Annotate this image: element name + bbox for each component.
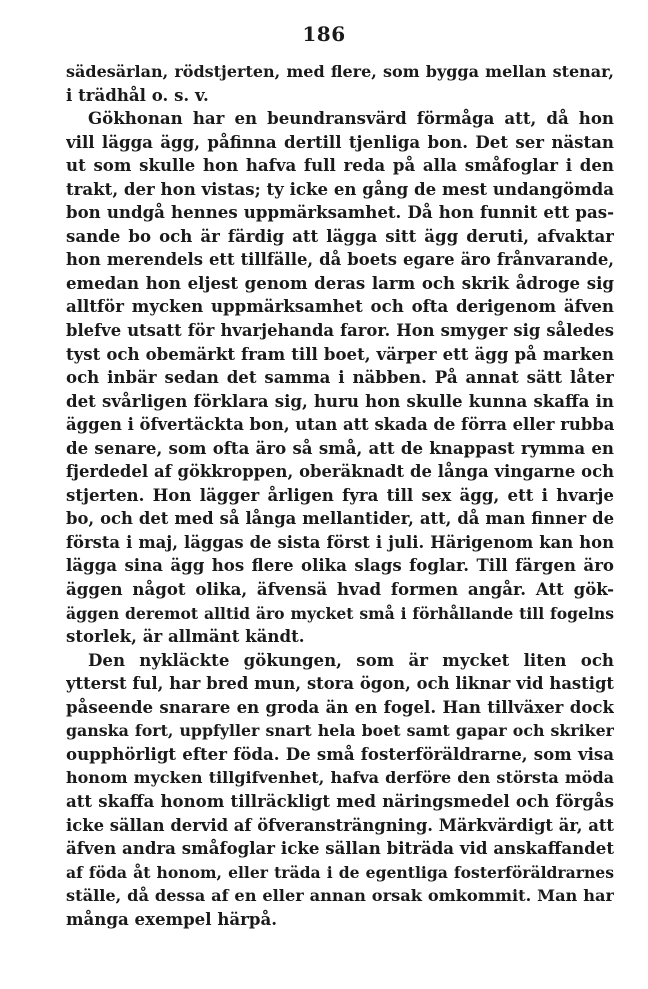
text-line: oupphörligt efter föda. De små fosterföräldrarne, som visa [66,743,614,764]
text-line: Gökhonan har en beundransvärd förmåga att, då hon [88,108,614,129]
text-line: Den nykläckte gökungen, som är mycket liten och [88,649,614,670]
text-line: honom mycken tillgifvenhet, hafva derföre den största möda [66,768,614,788]
text-line: vill lägga ägg, påfinna dertill tjenliga bon. Det ser nästan [66,131,614,152]
text-line: stjerten. Hon lägger årligen fyra till sex ägg, ett i hvarje [66,484,614,505]
text-line: bon undgå hennes uppmärksamhet. Då hon funnit ett pas- [66,202,614,223]
text-line: många exempel härpå. [66,908,278,929]
text-line: trakt, der hon vistas; ty icke en gång de mest undangömda [66,178,614,199]
text-line: fjerdedel af gökkroppen, oberäknadt de långa vingarne och [66,462,614,482]
text-line: storlek, är allmänt kändt. [66,626,305,647]
text-line: ganska fort, uppfyller snart hela boet samt gapar och skriker [66,721,614,741]
text-line: tyst och obemärkt fram till boet, värper ett ägg på marken [66,343,614,364]
text-line: hon merendels ett tillfälle, då boets egare äro frånvarande, [66,250,614,270]
text-line: alltför mycken uppmärksamhet och ofta derigenom äfven [66,296,614,317]
text-line: icke sällan dervid af öfveransträngning. Märkvärdigt är, att [66,815,614,835]
text-line: äggen något olika, äfvensä hvad formen angår. Att gök- [66,579,614,600]
text-line: och inbär sedan det samma i näbben. På annat sätt låter [66,367,614,388]
text-line: emedan hon eljest genom deras larm och skrik ådroge sig [66,272,614,293]
text-line: sädesärlan, rödstjerten, med flere, som bygga mellan stenar, [66,62,614,81]
page-number: 186 [302,22,346,46]
text-line: det svårligen förklara sig, huru hon skulle kunna skaffa in [66,390,614,411]
text-line: sande bo och är färdig att lägga sitt ägg deruti, afvaktar [66,225,614,246]
text-line: bo, och det med så långa mellantider, att, då man finner de [66,509,614,529]
text-line: af föda åt honom, eller träda i de egentliga fosterföräldrarnes [66,862,614,882]
text-line: ytterst ful, har bred mun, stora ögon, och liknar vid hastigt [66,674,614,694]
body-text [66,60,614,931]
text-line: äggen i öfvertäckta bon, utan att skada de förra eller rubba [66,415,614,435]
text-line: ställe, då dessa af en eller annan orsak omkommit. Man har [66,886,614,906]
text-line: de senare, som ofta äro så små, att de knappast rymma en [66,437,614,458]
text-line: ut som skulle hon hafva full reda på alla småfoglar i den [66,155,614,176]
text-line: i trädhål o. s. v. [66,84,209,105]
text-line: blefve utsatt för hvarjehanda faror. Hon smyger sig således [66,321,614,341]
text-line: äfven andra småfoglar icke sällan biträda vid anskaffandet [66,838,614,859]
text-line: lägga sina ägg hos flere olika slags foglar. Till färgen äro [66,555,614,576]
text-line: första i maj, läggas de sista först i juli. Härigenom kan hon [66,532,614,552]
text-line: påseende snarare en groda än en fogel. Han tillväxer dock [66,696,614,717]
text-line: äggen deremot alltid äro mycket små i förhållande till fogelns [66,603,614,623]
text-line: att skaffa honom tillräckligt med näringsmedel och förgås [66,790,614,811]
